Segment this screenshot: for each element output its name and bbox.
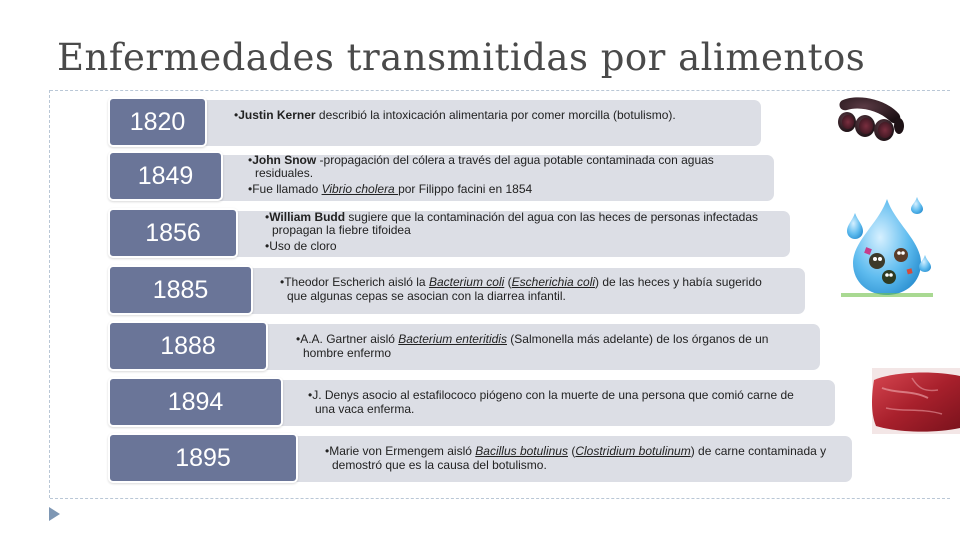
bullet <box>265 211 770 237</box>
species-term: Clostridium botulinum <box>575 444 691 458</box>
year-box-1895: 1895 <box>108 433 298 483</box>
species-term: Vibrio cholera <box>321 182 399 196</box>
event-text-1820 <box>234 108 734 122</box>
year-box-1888: 1888 <box>108 321 268 371</box>
top-divider <box>50 90 950 91</box>
event-text-1895 <box>325 444 830 472</box>
bullet: • A.A. Gartner aisló Bacterium enteritidis (Salmonella más adelante) de los órganos de un hombre enfermo <box>296 332 801 360</box>
bullet: • Fue llamado Vibrio cholera por Filippo facini en 1854 <box>248 183 753 196</box>
person-name: John Snow <box>252 153 317 167</box>
timeline-band-1820 <box>160 100 761 146</box>
bullet <box>265 240 770 253</box>
year-box-1820: 1820 <box>108 97 207 147</box>
next-slide-arrow-icon[interactable] <box>49 507 60 521</box>
species-term: Escherichia coli <box>511 275 596 289</box>
event-text-1885 <box>280 275 785 303</box>
raw-beef-image <box>872 368 960 434</box>
bullet-text: Uso de cloro <box>269 239 337 253</box>
species-term: Bacterium enteritidis <box>398 332 507 346</box>
species-term: Bacillus botulinus <box>475 444 568 458</box>
bullet: • Marie von Ermengem aisló Bacillus botulinus (Clostridium botulinum) de carne contaminada y demostró que es la causa del botulismo. <box>325 444 830 472</box>
event-text-1888 <box>296 332 801 360</box>
event-text-1849 <box>248 154 753 196</box>
bullet-text: -propagación del cólera a través del agua potable contaminada con aguas residuales. <box>255 153 714 180</box>
contaminated-water-drop-image <box>841 193 933 299</box>
year-box-1885: 1885 <box>108 265 253 315</box>
slide-title: Enfermedades transmitidas por alimentos <box>57 36 866 79</box>
blood-sausage-image <box>837 92 905 144</box>
bottom-divider <box>50 498 950 499</box>
bullet: • Theodor Escherich aisló la Bacterium coli (Escherichia coli) de las heces y había sugerido que algunas cepas se asocian con la diarrea infantil. <box>280 275 785 303</box>
species-term: Bacterium coli <box>428 275 505 289</box>
year-box-1856: 1856 <box>108 208 238 258</box>
event-text-1856 <box>265 211 770 253</box>
year-box-1849: 1849 <box>108 151 223 201</box>
bullet <box>234 108 734 122</box>
event-text-1894 <box>308 388 813 416</box>
person-name: Justin Kerner <box>238 108 316 122</box>
bullet <box>248 154 753 180</box>
left-divider <box>49 90 50 498</box>
bullet: • J. Denys asocio al estafilococo piógeno con la muerte de una persona que comió carne de una vaca enferma. <box>308 388 813 416</box>
year-box-1894: 1894 <box>108 377 283 427</box>
bullet-text: describió la intoxicación alimentaria por comer morcilla (botulismo). <box>315 108 676 122</box>
bullet-text: sugiere que la contaminación del agua con las heces de personas infectadas propagan la fiebre tifoidea <box>272 210 759 237</box>
person-name: William Budd <box>269 210 346 224</box>
